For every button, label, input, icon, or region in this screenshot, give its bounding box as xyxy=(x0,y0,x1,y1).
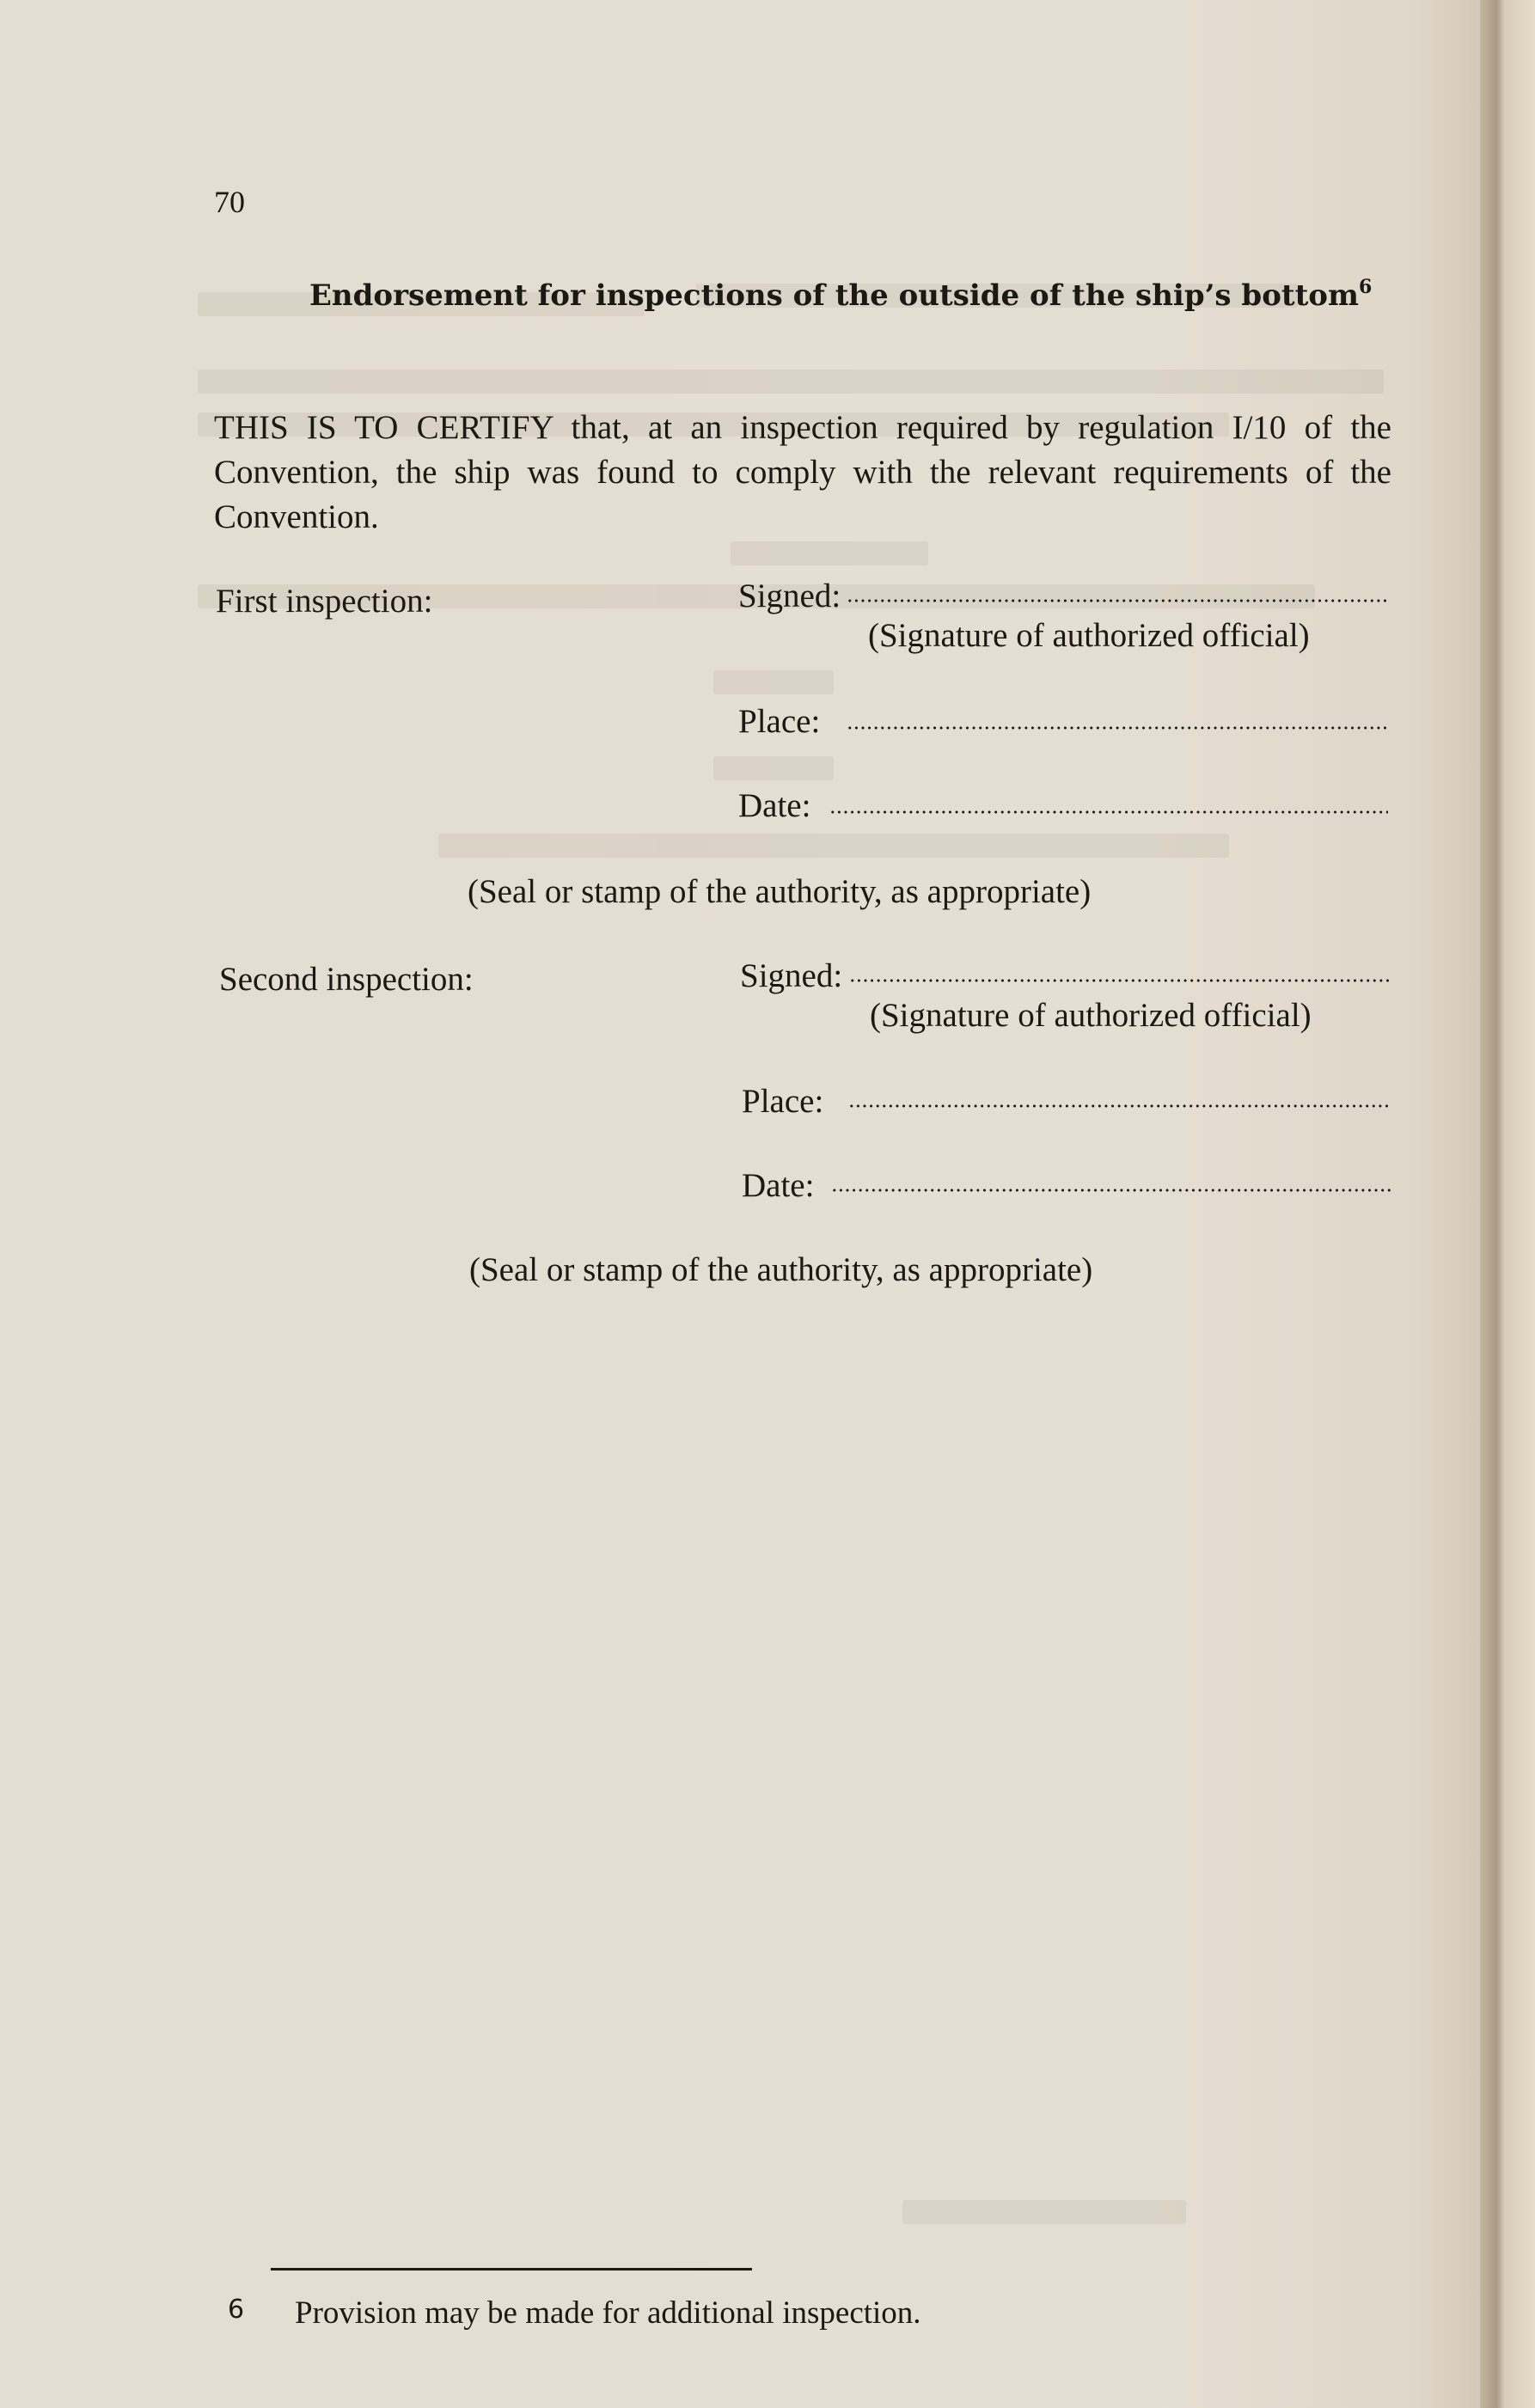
first-date-label: Date: xyxy=(738,787,811,824)
page-number: 70 xyxy=(214,185,245,219)
second-place-label: Place: xyxy=(742,1083,824,1120)
first-signature-line[interactable] xyxy=(847,599,1388,602)
first-place-line[interactable] xyxy=(847,726,1388,730)
footnote-reference: 6 xyxy=(1358,276,1373,298)
second-signature-caption: (Signature of authorized official) xyxy=(870,997,1312,1034)
second-date-label: Date: xyxy=(742,1167,815,1204)
second-seal-caption: (Seal or stamp of the authority, as appropriate) xyxy=(469,1251,1093,1288)
certification-paragraph: THIS IS TO CERTIFY that, at an inspection required by regulation I/10 of the Convention, the ship was found to comply with the relevant requirements of the Convention. xyxy=(214,409,1391,535)
second-inspection-label: Second inspection: xyxy=(219,961,474,998)
page-title-text: Endorsement for inspections of the outside of the ship’s bottom xyxy=(309,278,1359,313)
book-gutter-edge xyxy=(1480,0,1535,2408)
first-signed-label: Signed: xyxy=(738,578,841,614)
footnote-text: Provision may be made for additional inspection. xyxy=(295,2295,921,2331)
footnote-number: 6 xyxy=(228,2295,245,2325)
second-signed-label: Signed: xyxy=(740,957,843,994)
page-title xyxy=(309,278,1372,314)
first-date-line[interactable] xyxy=(829,810,1388,814)
first-seal-caption: (Seal or stamp of the authority, as appropriate) xyxy=(468,873,1092,910)
first-signature-caption: (Signature of authorized official) xyxy=(868,617,1310,654)
second-place-line[interactable] xyxy=(848,1104,1391,1108)
first-place-label: Place: xyxy=(738,703,821,740)
second-signature-line[interactable] xyxy=(849,979,1391,982)
footnote-divider xyxy=(271,2268,752,2270)
first-inspection-label: First inspection: xyxy=(216,583,433,620)
second-date-line[interactable] xyxy=(831,1189,1391,1192)
